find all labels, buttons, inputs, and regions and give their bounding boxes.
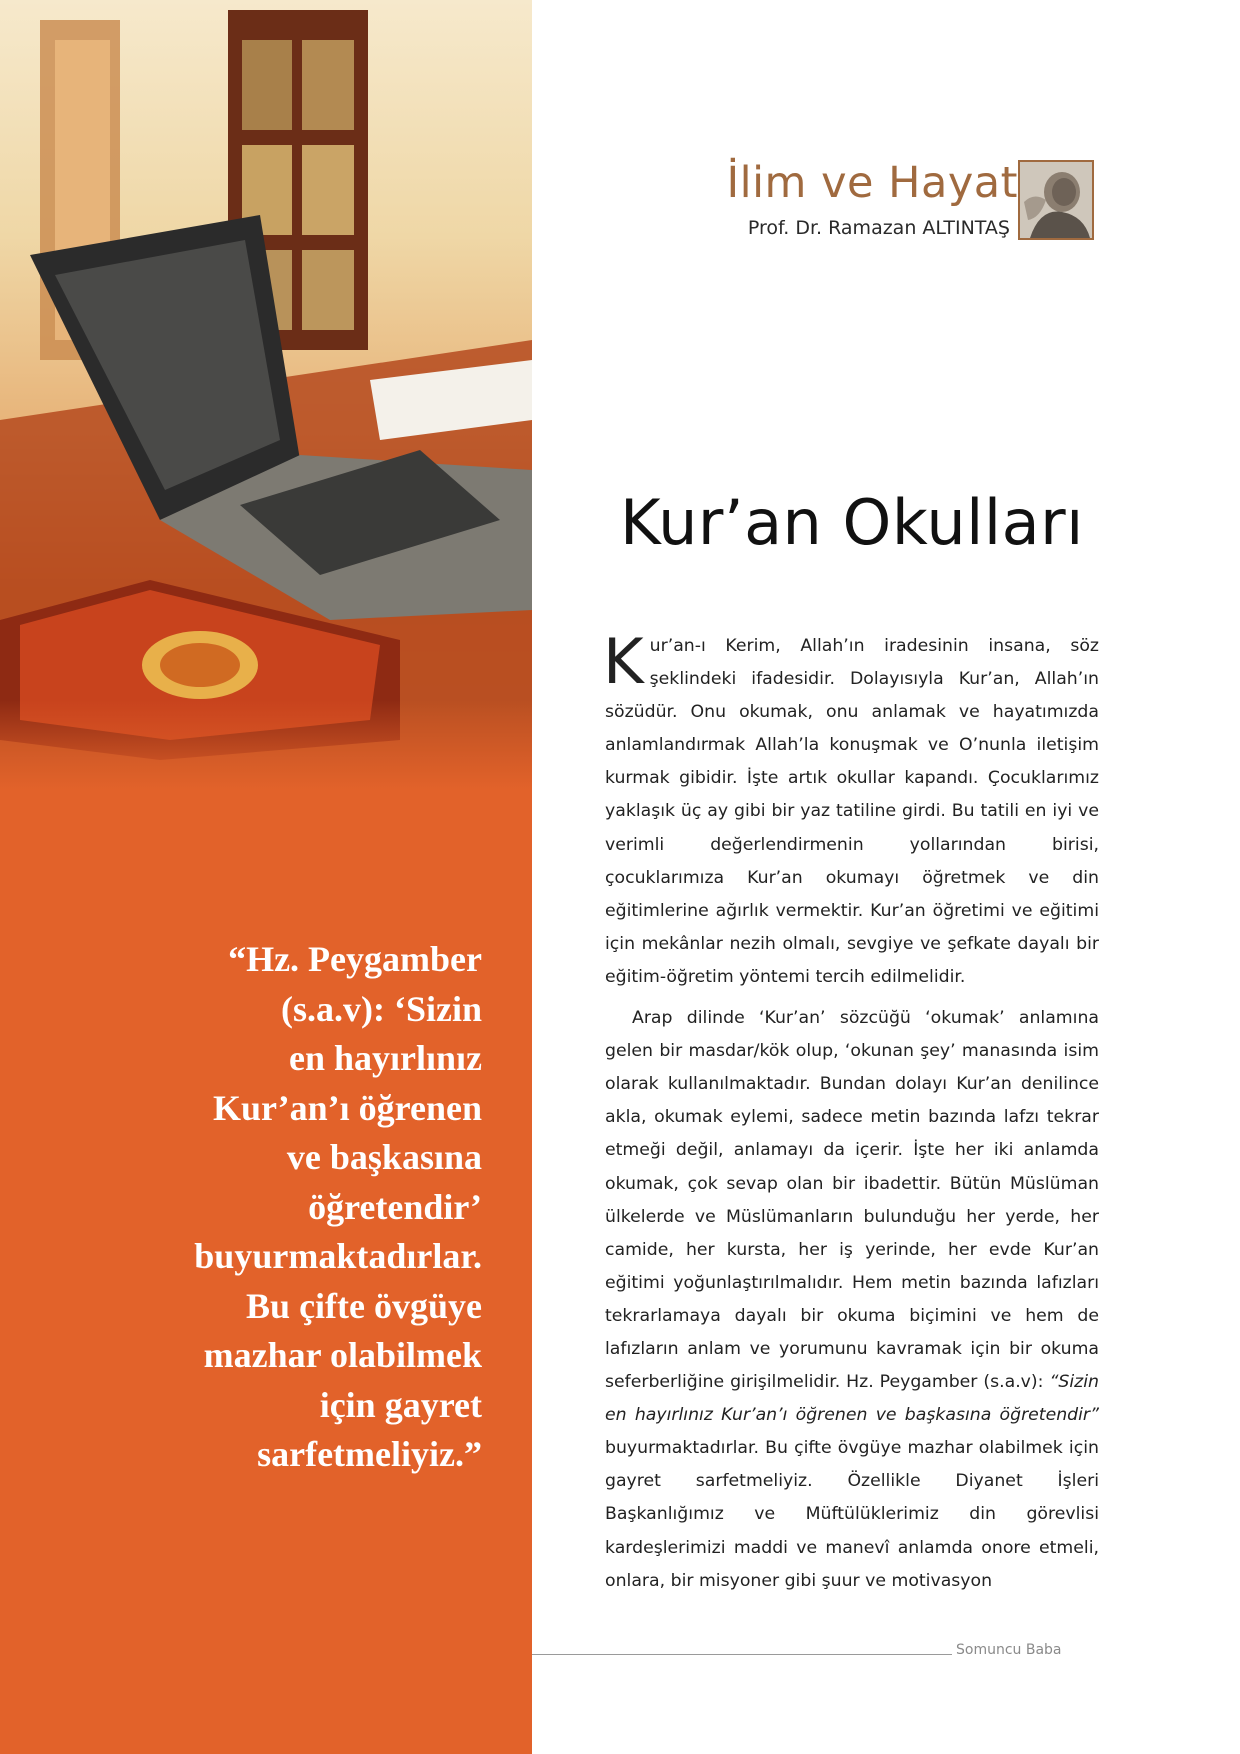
quran-medallion-inner [160,643,240,687]
pull-quote-line: (s.a.v): ‘Sizin [281,988,482,1029]
author-name: Prof. Dr. Ramazan ALTINTAŞ [747,217,1010,239]
paragraph-1 [603,625,1099,994]
pull-quote-line: buyurmaktadırlar. [194,1236,482,1276]
author-photo [1018,160,1094,240]
hadith-quote: “Sizin en hayırlınız Kur’an’ı öğrenen ve başkasına öğretendir” [605,1372,1099,1426]
author-portrait-icon [1020,162,1092,238]
pull-quote-line: için gayret [319,1384,482,1425]
paragraph-2 [605,1002,1099,1598]
pull-quote-line: mazhar olabilmek [203,1335,482,1375]
pull-quote-line: “Hz. Peygamber [228,939,482,979]
footer-magazine-name: Somuncu Baba [956,1642,1062,1658]
pull-quote-line: ve başkasına [286,1137,482,1177]
photo-illustration [0,0,532,790]
article-title: Kur’an Okulları [620,486,1084,559]
bookcase-glass-6 [302,250,354,330]
laptop-quran-photo [0,0,532,790]
photo-fade [0,700,532,790]
bookcase-glass-4 [302,145,354,235]
footer-rule [532,1654,952,1655]
bookcase-glass-2 [302,40,354,130]
pull-quote [42,935,482,1480]
left-column [0,0,532,1754]
article-body [603,625,1099,1598]
paragraph-1-text: ur’an-ı Kerim, Allah’ın iradesinin insana, söz şeklindeki ifadesidir. Dolayısıyla Kur’an, Allah’ın sözüdür. Onu okumak, onu anlamak ve hayatımızda anlamlandırmak Allah’la konuşmak ve O’nunla iletişim kurmak gibidir. İşte artık okullar kapandı. Çocuklarımız yaklaşık üç ay gibi bir yaz tatiline girdi. Bu tatili en iyi ve verimli değerlendirmenin yollarından birisi, çocuklarımıza Kur’an okumayı öğretmek ve din eğitimlerine ağırlık vermektir. Kur’an öğretimi ve eğitimi için mekânlar nezih olmalı, sevgiye ve şefkate dayalı bir eğitim-öğretim yöntemi tercih edilmelidir. [605,636,1099,987]
bookcase-glass-1 [242,40,292,130]
drop-cap: K [603,625,644,698]
pull-quote-line: Bu çifte övgüye [246,1285,482,1326]
section-title: İlim ve Hayat [726,158,1018,208]
pull-quote-line: en hayırlınız [288,1038,482,1078]
pull-quote-line: Kur’an’ı öğrenen [213,1087,482,1128]
paragraph-2-text: Arap dilinde ‘Kur’an’ sözcüğü ‘okumak’ anlamına gelen bir masdar/kök olup, ‘okunan şey’ manasında isim olarak kullanılmaktadır. Bundan dolayı Kur’an denilince akla, okumak eylemi, sadece metin bazında lafzı tekrar etmeği değil, anlamayı da içerir. İşte her iki anlamda okumak, çok sevap olan bir ibadettir. Bütün Müslüman ülkelerde ve Müslümanların bulunduğu her yerde, her camide, her kursta, her iş yerinde, her evde Kur’an eğitimi yoğunlaştırılmalıdır. Hem metin bazında lafızları tekrarlamaya dayalı bir okuma biçimini ve hem de lafızların anlam ve yorumunu kavramak için bir okuma seferberliğine girişilmelidir. Hz. Peygamber (s.a.v): [605,1008,1099,1393]
pull-quote-line: öğretendir’ [308,1186,482,1227]
paragraph-2-continuation: buyurmaktadırlar. Bu çifte övgüye mazhar olabilmek için gayret sarfetmeliyiz. Özellikle Diyanet İşleri Başkanlığımız ve Müftülüklerimiz din görevlisi kardeşlerimizi maddi ve manevî anlamda onore etmeli, onlara, bir misyoner gibi şuur ve motivasyon [605,1438,1099,1591]
pull-quote-line: sarfetmeliyiz.” [257,1434,482,1474]
